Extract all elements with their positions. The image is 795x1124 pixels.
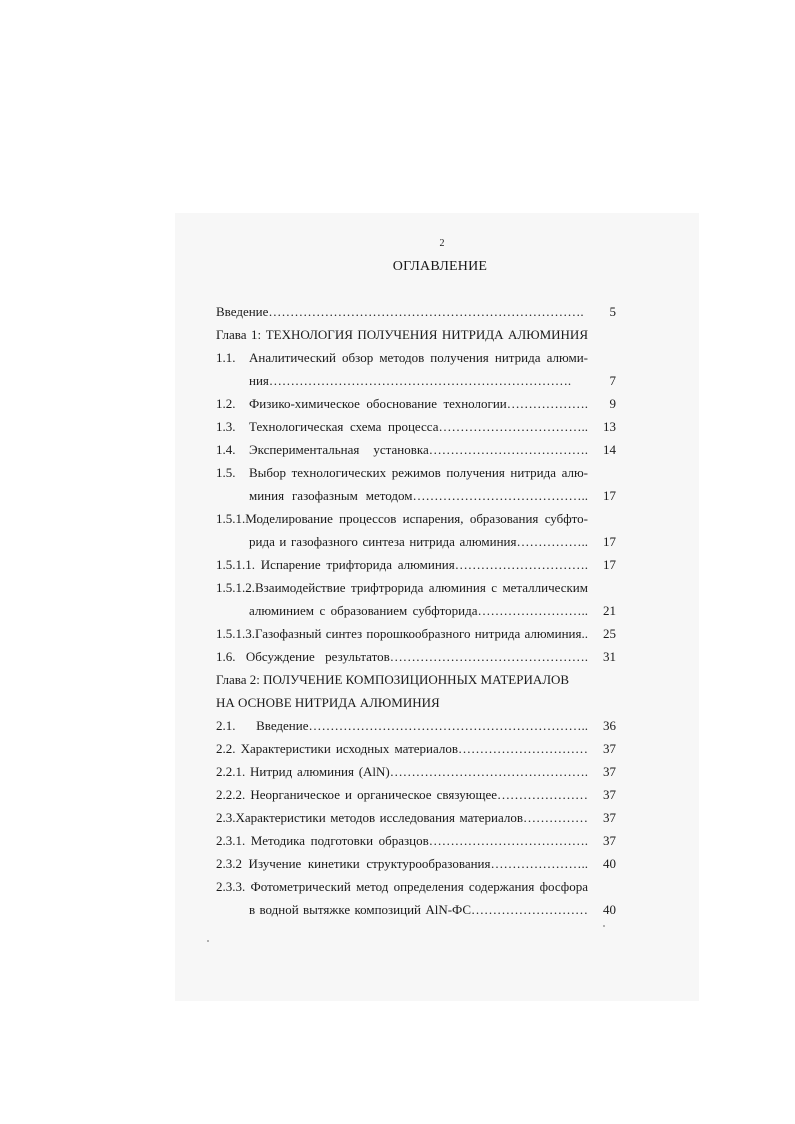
toc-entry-1-1: 1.1. Аналитический обзор методов получения нитрида алюми- [216,350,588,365]
toc-entry-1-6: 1.6. Обсуждение результатов………………………………………. 31 [216,649,616,664]
toc-chapter-2-cont: НА ОСНОВЕ НИТРИДА АЛЮМИНИЯ [216,695,440,710]
toc-entry-2-2-1: 2.2.1. Нитрид алюминия (AlN)………………………………………. 37 [216,764,616,779]
toc-entry-1-3: 1.3. Технологическая схема процесса…………………………….. 13 [216,419,616,434]
toc-entry-2-1: 2.1. Введение……………………………………………………….. 36 [216,718,616,733]
toc-entry-2-3-2: 2.3.2 Изучение кинетики структурообразования………………….. 40 [216,856,616,871]
toc-entry-2-2: 2.2. Характеристики исходных материалов………………………… 37 [216,741,616,756]
toc-entry-1-5-1-2-cont: алюминием с образованием субфторида…………………….. 21 [249,603,616,618]
toc-chapter-2: Глава 2: ПОЛУЧЕНИЕ КОМПОЗИЦИОННЫХ МАТЕРИАЛОВ [216,672,570,687]
toc-entry-1-4: 1.4. Экспериментальная установка………………………………. 14 [216,442,616,457]
page-number: 2 [439,238,445,249]
toc-entry-1-5-1-3: 1.5.1.3.Газофазный синтез порошкообразного нитрида алюминия.. 25 [216,626,616,641]
toc-entry-2-3-3-cont: в водной вытяжке композиций AlN-ФС……………………… 40 [249,902,616,917]
toc-entry-1-1-cont: ния……………………………………………………………. 7 [249,373,616,388]
toc-entry-1-2: 1.2. Физико-химическое обоснование технологии………………. 9 [216,396,616,411]
toc-entry-2-3-3: 2.3.3. Фотометрический метод определения содержания фосфора [216,879,588,894]
scan-speck [603,925,605,927]
toc-entry-1-5-1-2: 1.5.1.2.Взаимодействие трифтрорида алюминия с металлическим [216,580,588,595]
scan-speck [207,940,209,942]
toc-entry-2-3-1: 2.3.1. Методика подготовки образцов………………………………. 37 [216,833,616,848]
toc-entry-1-5-1: 1.5.1.Моделирование процессов испарения, образования субфто- [216,511,588,526]
toc-entry-1-5-1-cont: рида и газофазного синтеза нитрида алюминия…………….. 17 [249,534,616,549]
toc-entry-2-2-2: 2.2.2. Неорганическое и органическое связующее………………… 37 [216,787,616,802]
toc-entry-1-5-cont: миния газофазным методом………………………………….. 17 [249,488,616,503]
toc-heading: ОГЛАВЛЕНИЕ [392,259,488,274]
toc-entry-2-3: 2.3.Характеристики методов исследования материалов…………… 37 [216,810,616,825]
toc-chapter-1: Глава 1: ТЕХНОЛОГИЯ ПОЛУЧЕНИЯ НИТРИДА АЛЮМИНИЯ [216,327,588,342]
toc-entry-introduction: Введение………………………………………………………………. 5 [216,304,616,319]
toc-entry-1-5: 1.5. Выбор технологических режимов получения нитрида алю- [216,465,588,480]
toc-entry-1-5-1-1: 1.5.1.1. Испарение трифторида алюминия…………………………. 17 [216,557,616,572]
